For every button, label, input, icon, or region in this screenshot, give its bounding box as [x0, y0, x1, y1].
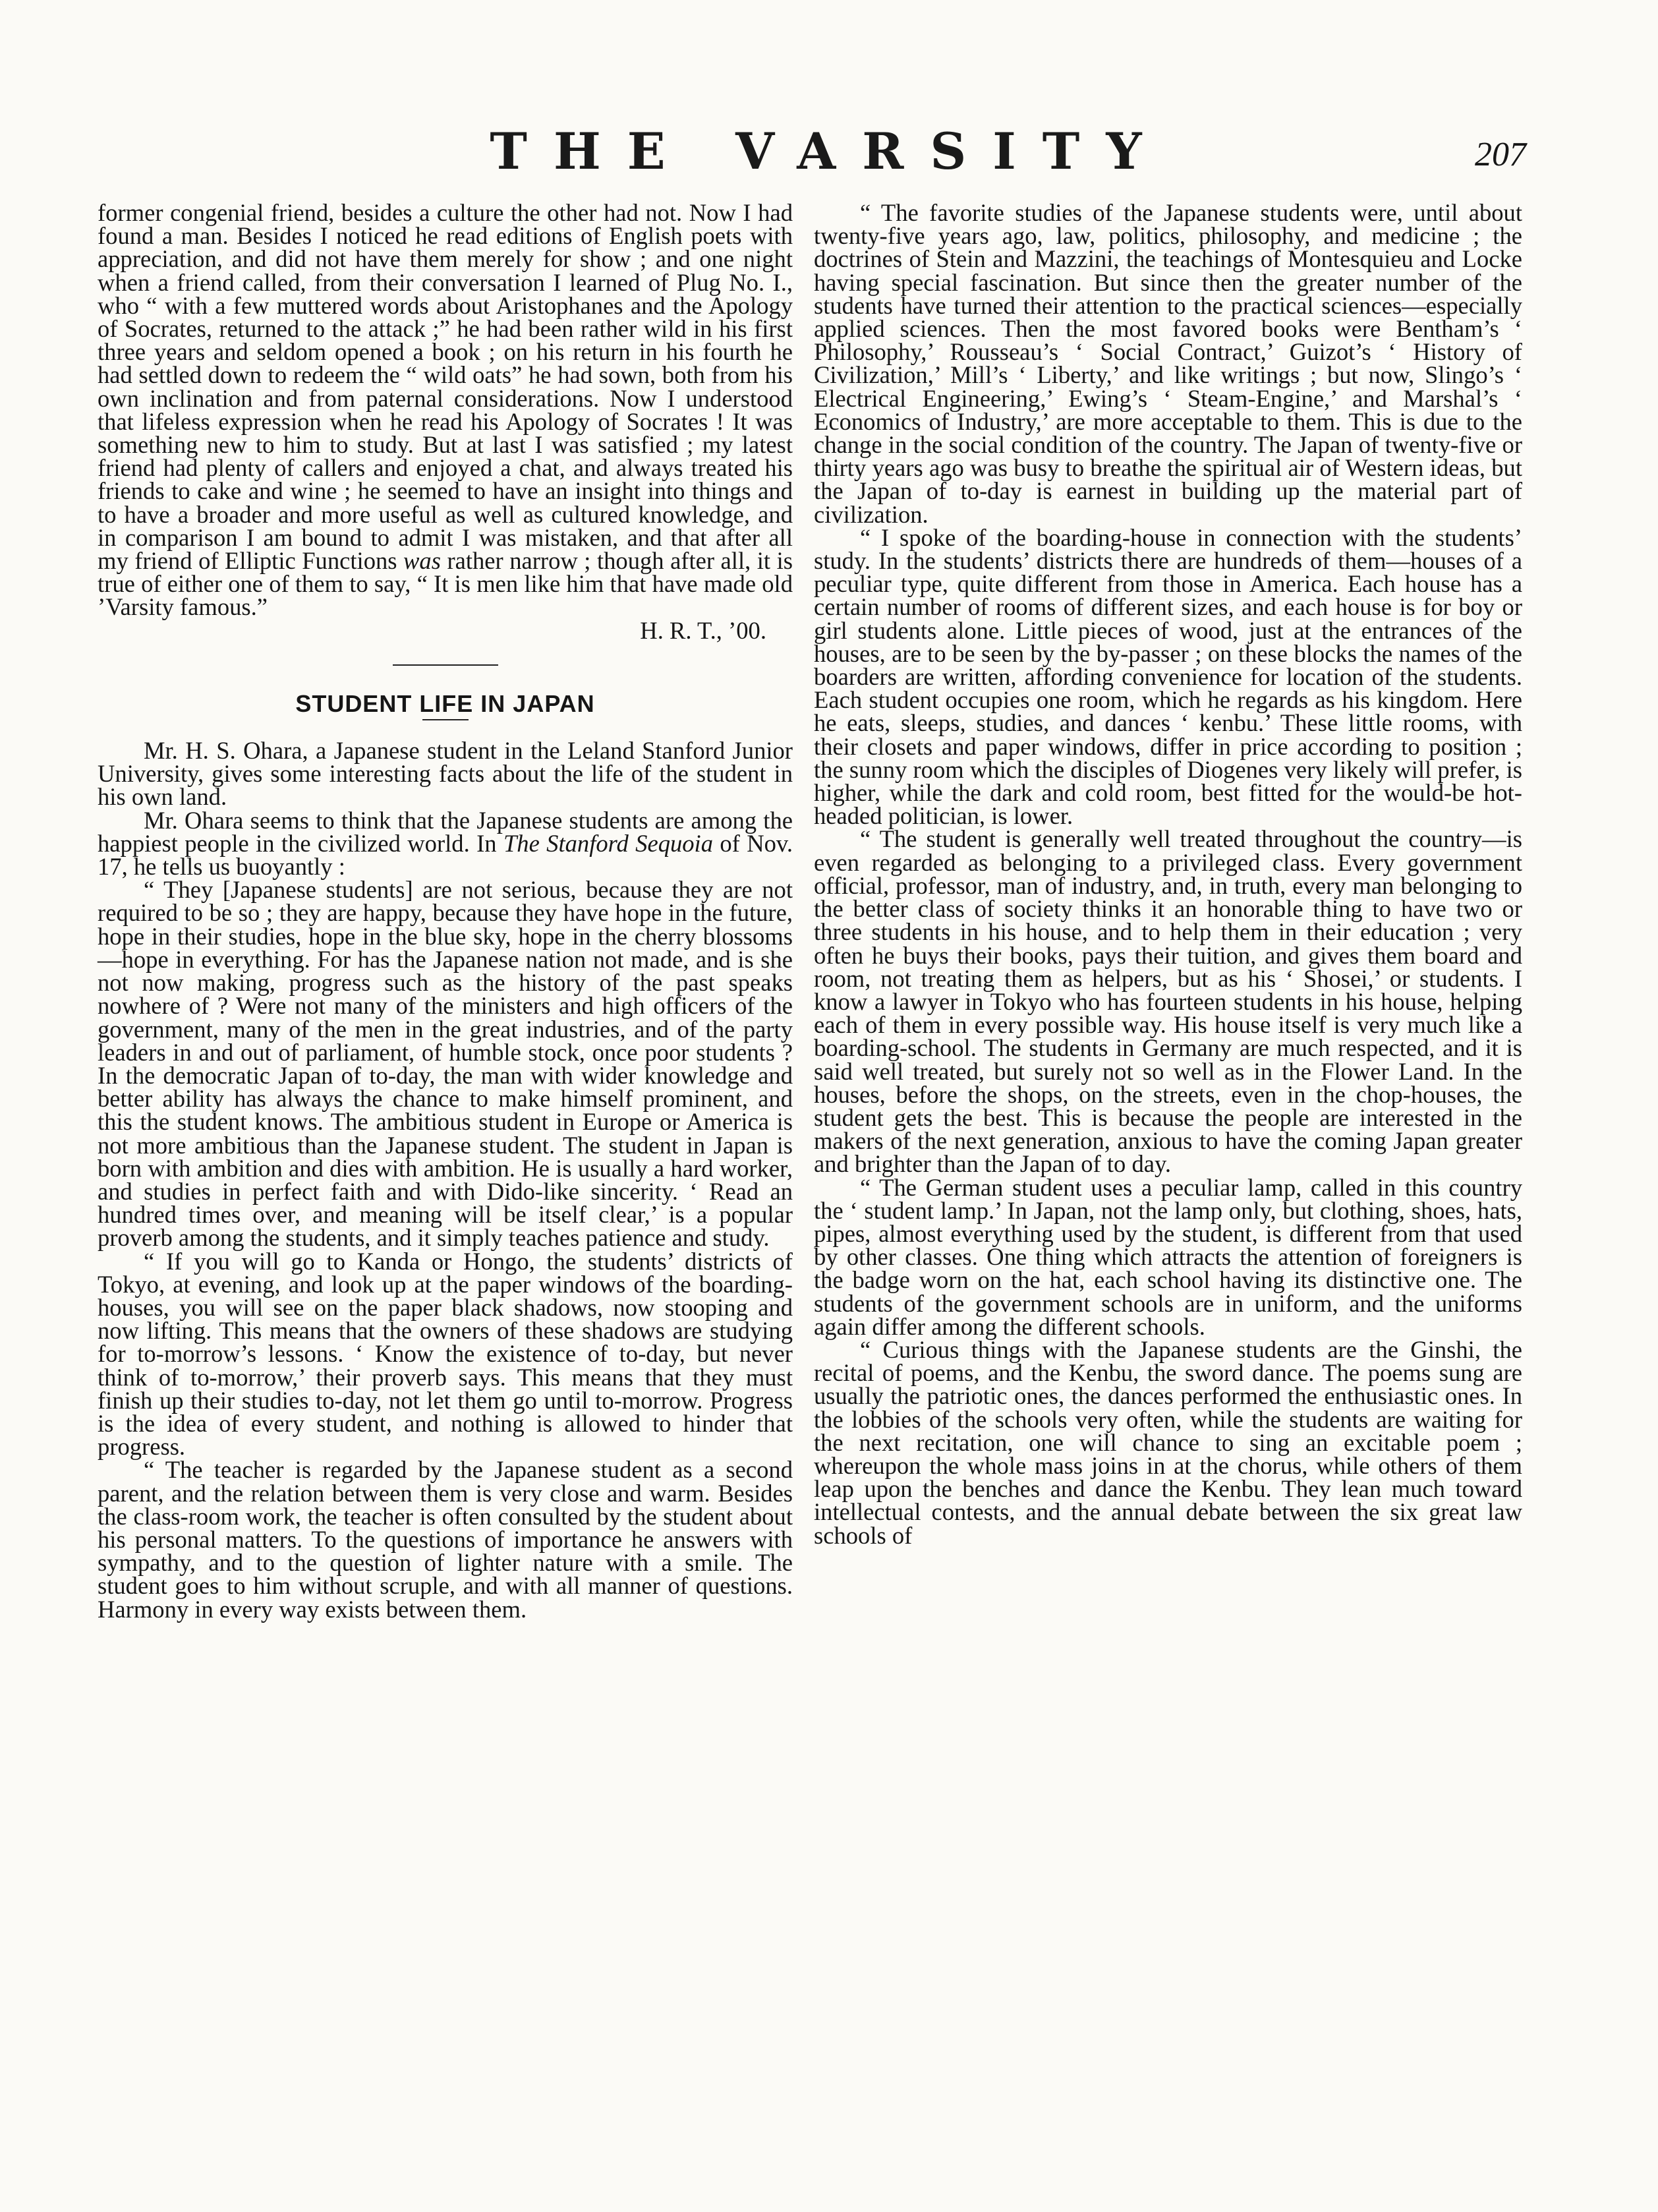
page-number: 207 — [1475, 136, 1526, 173]
paragraph: “ The student is generally well treated throughout the country—is even regarded as belonging to a privileged class. Every government official, professor, man of industry, and, in truth, every man belonging to the better class of society thinks it an honorable thing to have two or three students in his house, and to help them in their education ; very often he buys their books, pays their tuition, and gives them board and room, not treating them as helpers, but as his ‘ Shosei,’ or students. I know a lawyer in Tokyo who has fourteen students in his house, helping each of them in every possible way. His house itself is very much like a boarding-school. The students in Germany are much respected, and it is said well treated, but surely not so well as in the Flower Land. In the houses, before the shops, on the streets, even in the chop-houses, the student gets the best. This is because the people are interested in the makers of the next generation, anxious to have the coming Japan greater and brighter than the Japan of to day. — [814, 825, 1522, 1178]
paragraph: “ The German student uses a peculiar lamp, called in this country the ‘ student lamp.’ In Japan, not the lamp only, but clothing, shoes, hats, pipes, almost everything used by the student, is different from that used by other classes. One thing which attracts the attention of foreigners is the badge worn on the hat, each school having its distinctive one. The students of the government schools are in uniform, and the uniforms again differ among the different schools. — [814, 1173, 1522, 1340]
emphasis: was — [403, 547, 441, 575]
section-divider — [393, 664, 498, 666]
continued-paragraph: former congenial friend, besides a culture the other had not. Now I had found a man. Besides I noticed he read editions of English poets with appreciation, and did not have them merely for show ; and one night when a friend called, from their conversation I learned of Plug No. I., who “ with a few muttered words about Aristophanes and the Apology of Socrates, returned to the attack ;” he had been rather wild in his first three years and seldom opened a book ; on his return in his fourth he had settled down to redeem the “ wild oats” he had sown, both from his own inclination and from paternal considerations. Now I understood that lifeless expression when he read his Apology of Socrates ! It was something new to him to study. But at last I was satisfied ; my latest friend had plenty of callers and enjoyed a chat, and always treated his friends to cake and wine ; he seemed to have an insight into things and to have a broader and more useful as well as cultured knowledge, and in comparison I am bound to admit I was mistaken, and that after all my friend of Elliptic Functions was rather narrow ; though after all, it is true of either one of them to say, “ It is men like him that have made old ’Varsity famous.” — [98, 199, 793, 621]
paragraph: “ I spoke of the boarding-house in connection with the students’ study. In the students’ districts there are hundreds of them—houses of a peculiar type, quite different from those in America. Each house has a certain number of rooms of different sizes, and each house is for boy or girl students alone. Little pieces of wood, just at the entrances of the houses, are to be seen by the by-passer ; on these blocks the names of the boarders are written, affording convenience for location of the students. Each student occupies one room, which he regards as his kingdom. Here he eats, sleeps, studies, and dances ‘ kenbu.’ These little rooms, with their closets and paper windows, differ in price according to position ; the sunny room which the disciples of Diogenes very likely will prefer, is higher, while the dark and cold room, best fitted for the would-be hot-headed politician, is lower. — [814, 523, 1522, 830]
publication-title: The Stanford Sequoia — [503, 829, 714, 857]
paragraph: “ They [Japanese students] are not serious, because they are not required to be so ; they are happy, because they have hope in the future, hope in their studies, hope in the blue sky, hope in the cherry blossoms—hope in everything. For has the Japanese nation not made, and is she not now making, progress such as the history of the past speaks nowhere of ? Were not many of the ministers and high officers of the government, many of the men in the great industries, and of the party leaders in and out of parliament, of humble stock, once poor students ? In the democratic Japan of to-day, the man with wider knowledge and better ability has always the chance to make himself prominent, and this the student knows. The ambitious student in Europe or America is not more ambitious than the Japanese student. The student in Japan is born with ambition and dies with ambition. He is usually a hard worker, and studies in perfect faith and with Dido-like sincerity. ‘ Read an hundred times over, and meaning will be itself clear,’ is a popular proverb among the students, and it simply teaches patience and study. — [98, 876, 793, 1252]
paragraph: “ If you will go to Kanda or Hongo, the students’ districts of Tokyo, at evening, and look up at the paper windows of the boarding-houses, you will see on the paper black shadows, now stooping and now lifting. This means that the owners of these shadows are studying for to-morrow’s lessons. ‘ Know the existence of to-day, but never think of to-morrow,’ their proverb says. This means that they must finish up their studies to-day, not let them go until to-morrow. Progress is the idea of every student, and nothing is allowed to hinder that progress. — [98, 1247, 793, 1461]
paragraph: Mr. H. S. Ohara, a Japanese student in the Leland Stanford Junior University, gives some interesting facts about the life of the student in his own land. — [98, 737, 793, 811]
title-underline — [422, 719, 469, 720]
right-column — [814, 201, 1522, 1547]
paragraph: “ The teacher is regarded by the Japanese student as a second parent, and the relation between them is very close and warm. Besides the class-room work, the teacher is often consulted by the student about his personal matters. To the questions of importance he answers with sympathy, and to the question of lighter nature with a smile. The student goes to him without scruple, and with all manner of questions. Harmony in every way exists between them. — [98, 1456, 793, 1623]
signature-line — [98, 616, 793, 644]
masthead — [0, 122, 1658, 185]
paragraph: Mr. Ohara seems to think that the Japanese students are among the happiest people in the civilized world. In The Stanford Sequoia of Nov. 17, he tells us buoyantly : — [98, 806, 793, 881]
paragraph: “ The favorite studies of the Japanese students were, until about twenty-five years ago, law, politics, philosophy, and medicine ; the doctrines of Stein and Mazzini, the teachings of Montesquieu and Locke having special fascination. But since then the greater number of the students have turned their attention to the practical sciences—especially applied sciences. Then the most favored books were Bentham’s ‘ Philosophy,’ Rousseau’s ‘ Social Contract,’ Guizot’s ‘ History of Civilization,’ Mill’s ‘ Liberty,’ and like writings ; but now, Slingo’s ‘ Electrical Engineering,’ Ewing’s ‘ Steam-Engine,’ and Marshal’s ‘ Economics of Industry,’ are more acceptable to them. This is due to the change in the social condition of the country. The Japan of twenty-five or thirty years ago was busy to breathe the spiritual air of Western ideas, but the Japan of to-day is earnest in building up the material part of civilization. — [814, 199, 1522, 528]
article-title: STUDENT LIFE IN JAPAN — [295, 689, 595, 717]
author-signature: H. R. T., ’00. — [640, 616, 766, 644]
masthead-title: THE VARSITY — [490, 122, 1168, 181]
paragraph: “ Curious things with the Japanese students are the Ginshi, the recital of poems, and the Kenbu, the sword dance. The poems sung are usually the patriotic ones, the dances performed the enthusiastic ones. In the lobbies of the schools very often, while the students are waiting for the next recitation, one will chance to sing an excitable poem ; whereupon the whole mass joins in at the chorus, while others of them leap upon the benches and dance the Kenbu. They lean much toward intellectual contests, and the annual debate between the six great law schools of — [814, 1335, 1522, 1549]
left-column — [98, 201, 793, 1621]
